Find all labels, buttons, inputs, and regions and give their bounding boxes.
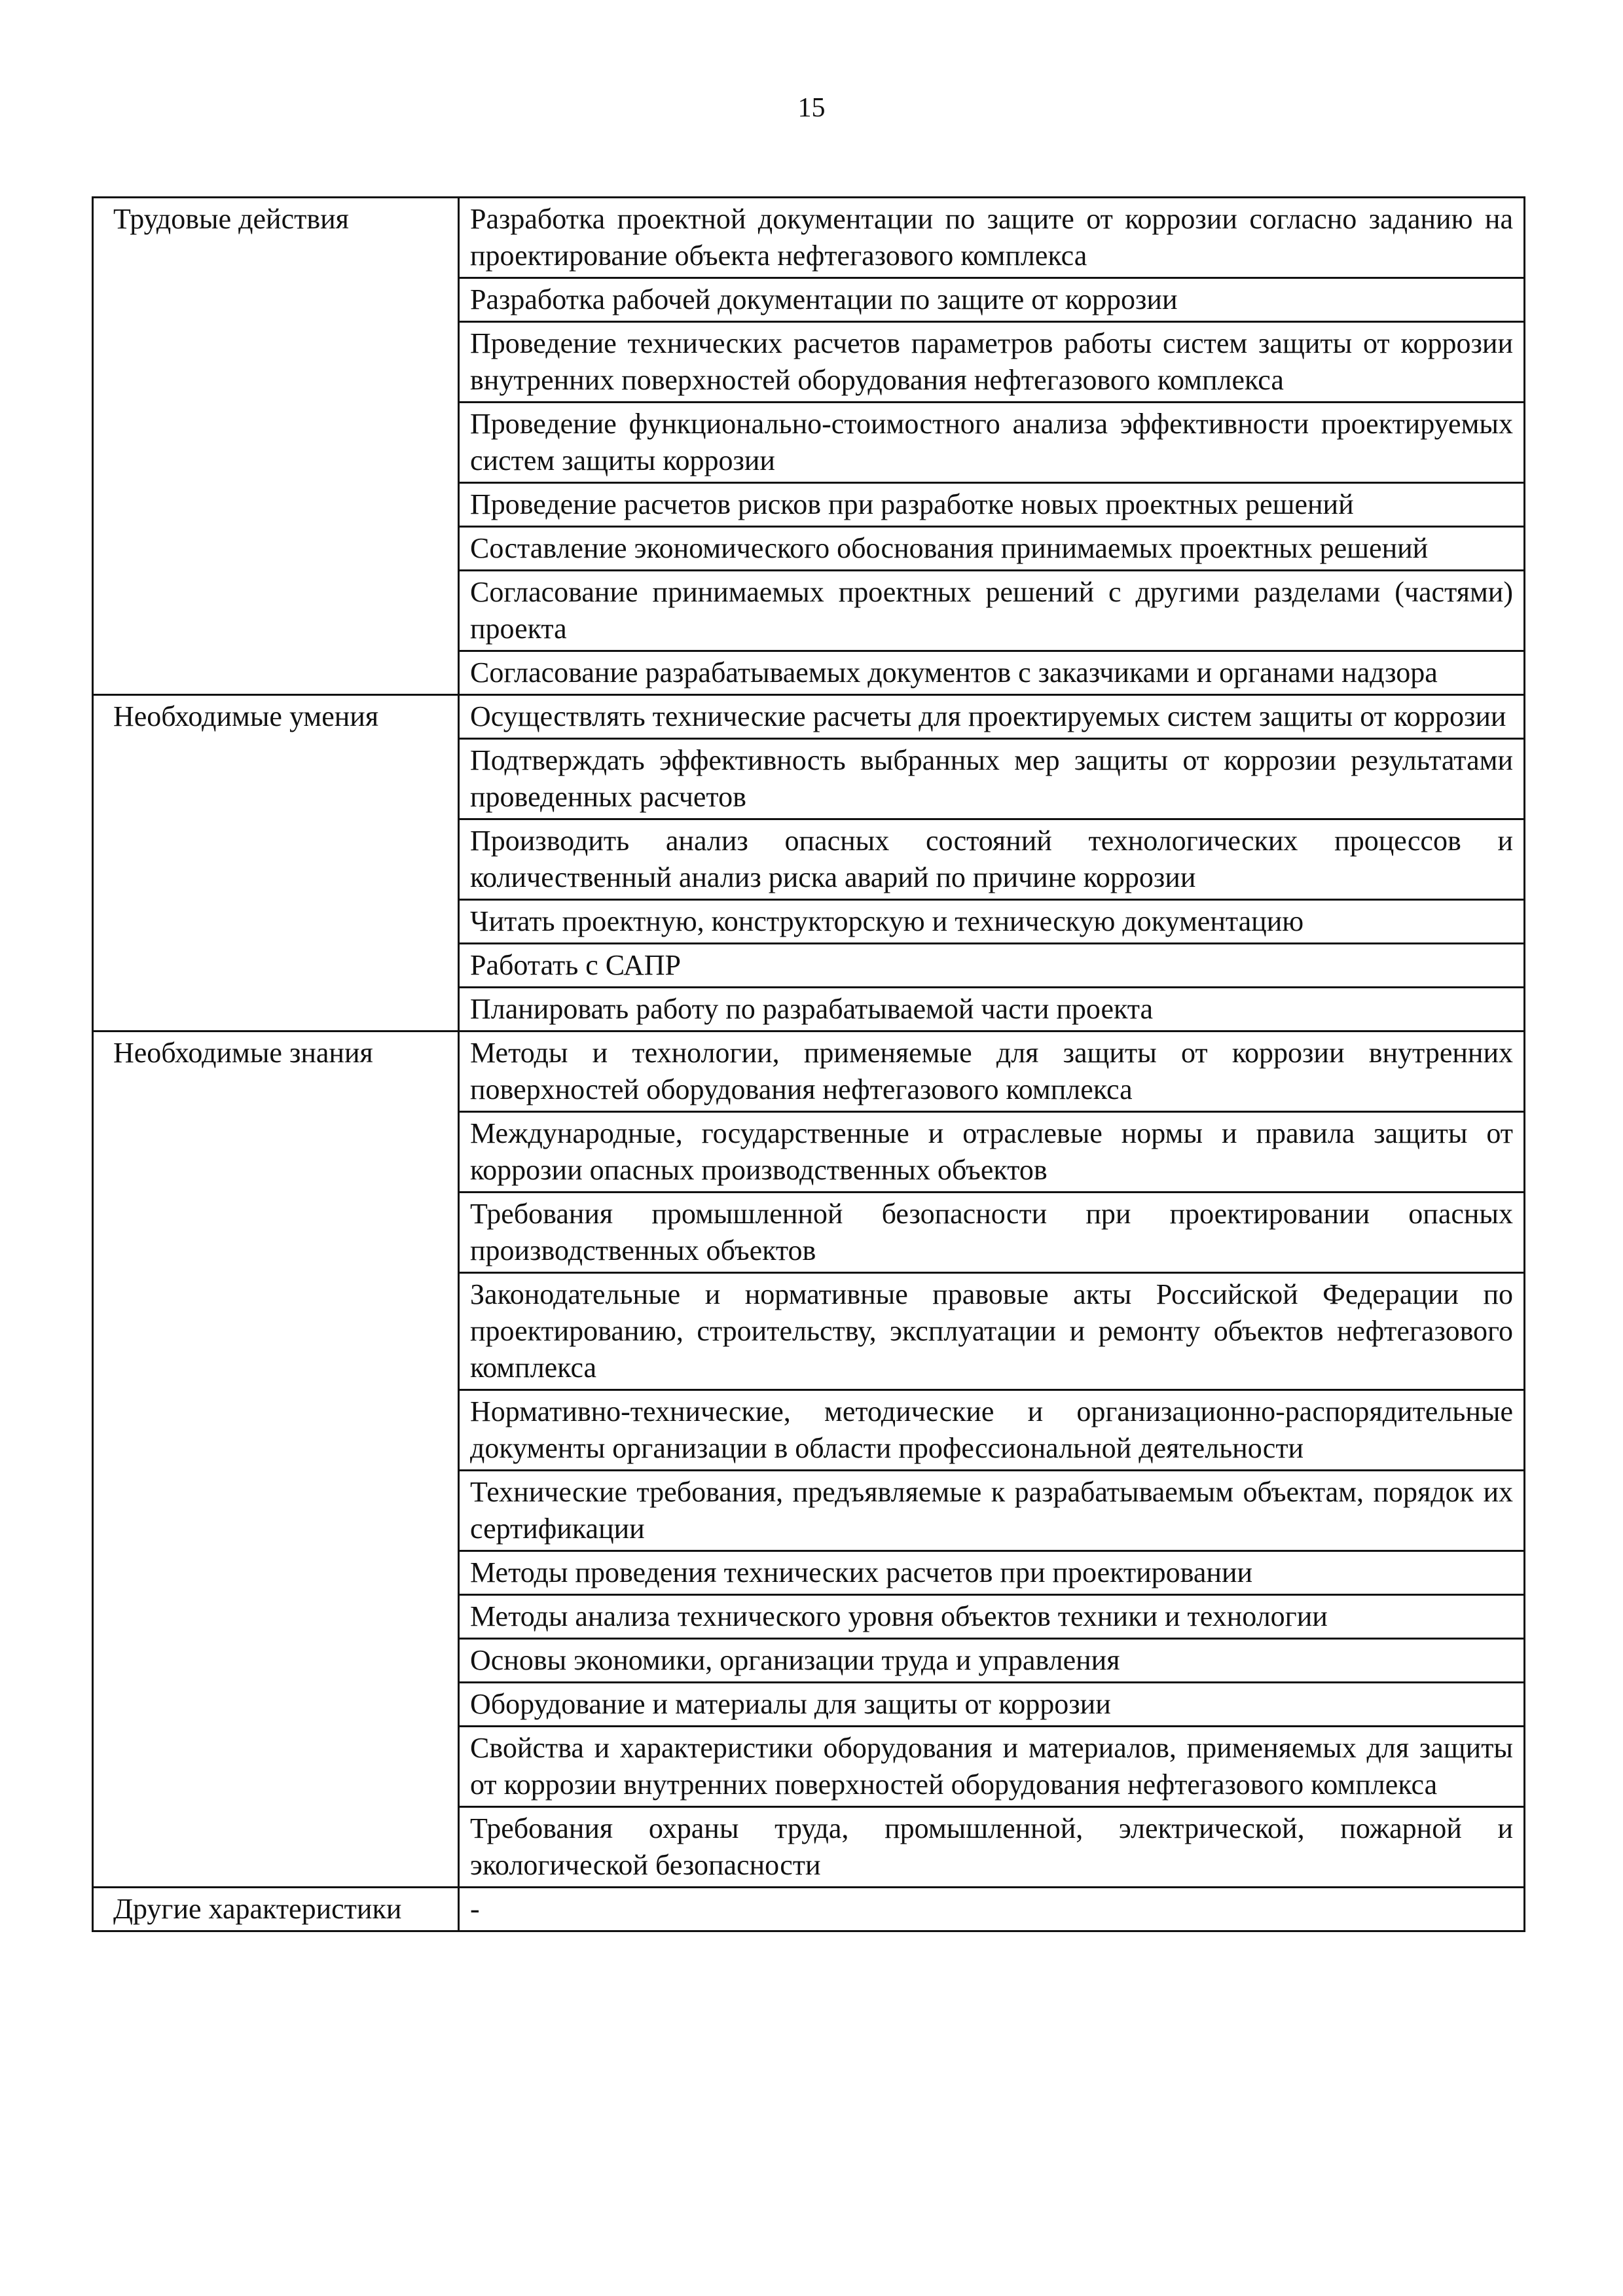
section-item: Законодательные и нормативные правовые акты Российской Федерации по проектированию, строительству, эксплуатации и ремонту объектов нефтегазового комплекса xyxy=(459,1273,1525,1390)
section-item: Требования промышленной безопасности при проектировании опасных производственных объектов xyxy=(459,1193,1525,1273)
section-item: Согласование принимаемых проектных решений с другими разделами (частями) проекта xyxy=(459,571,1525,651)
table-row xyxy=(93,198,1525,278)
characteristics-table xyxy=(92,196,1525,1932)
section-item: Требования охраны труда, промышленной, электрической, пожарной и экологической безопасности xyxy=(459,1807,1525,1888)
section-item: Методы анализа технического уровня объектов техники и технологии xyxy=(459,1595,1525,1639)
section-item: Нормативно-технические, методические и организационно-распорядительные документы организации в области профессиональной деятельности xyxy=(459,1390,1525,1471)
section-heading: Трудовые действия xyxy=(93,198,459,695)
section-item: Методы и технологии, применяемые для защиты от коррозии внутренних поверхностей оборудования нефтегазового комплекса xyxy=(459,1031,1525,1112)
page-number: 15 xyxy=(797,93,826,123)
section-item: Основы экономики, организации труда и управления xyxy=(459,1639,1525,1683)
section-item: Работать с САПР xyxy=(459,944,1525,988)
section-item: Согласование разрабатываемых документов с заказчиками и органами надзора xyxy=(459,651,1525,695)
section-heading: Другие характеристики xyxy=(93,1888,459,1931)
section-item: - xyxy=(459,1888,1525,1931)
section-heading: Необходимые знания xyxy=(93,1031,459,1888)
section-item: Подтверждать эффективность выбранных мер защиты от коррозии результатами проведенных расчетов xyxy=(459,739,1525,819)
section-item: Оборудование и материалы для защиты от коррозии xyxy=(459,1683,1525,1727)
section-item: Методы проведения технических расчетов при проектировании xyxy=(459,1551,1525,1595)
section-item: Читать проектную, конструкторскую и техническую документацию xyxy=(459,900,1525,944)
table-row xyxy=(93,1031,1525,1112)
section-item: Проведение расчетов рисков при разработке новых проектных решений xyxy=(459,483,1525,527)
table-row xyxy=(93,1888,1525,1931)
section-item: Свойства и характеристики оборудования и материалов, применяемых для защиты от коррозии внутренних поверхностей оборудования нефтегазового комплекса xyxy=(459,1727,1525,1807)
section-item: Составление экономического обоснования принимаемых проектных решений xyxy=(459,527,1525,571)
section-item: Планировать работу по разрабатываемой части проекта xyxy=(459,988,1525,1031)
section-item: Разработка проектной документации по защите от коррозии согласно заданию на проектирование объекта нефтегазового комплекса xyxy=(459,198,1525,278)
section-item: Международные, государственные и отраслевые нормы и правила защиты от коррозии опасных производственных объектов xyxy=(459,1112,1525,1193)
table-row xyxy=(93,695,1525,739)
section-item: Проведение технических расчетов параметров работы систем защиты от коррозии внутренних поверхностей оборудования нефтегазового комплекса xyxy=(459,322,1525,403)
section-item: Разработка рабочей документации по защите от коррозии xyxy=(459,278,1525,322)
section-item: Проведение функционально-стоимостного анализа эффективности проектируемых систем защиты коррозии xyxy=(459,403,1525,483)
section-item: Производить анализ опасных состояний технологических процессов и количественный анализ риска аварий по причине коррозии xyxy=(459,819,1525,900)
section-item: Осуществлять технические расчеты для проектируемых систем защиты от коррозии xyxy=(459,695,1525,739)
section-heading: Необходимые умения xyxy=(93,695,459,1031)
section-item: Технические требования, предъявляемые к разрабатываемым объектам, порядок их сертификации xyxy=(459,1471,1525,1551)
table-body xyxy=(93,198,1525,1931)
